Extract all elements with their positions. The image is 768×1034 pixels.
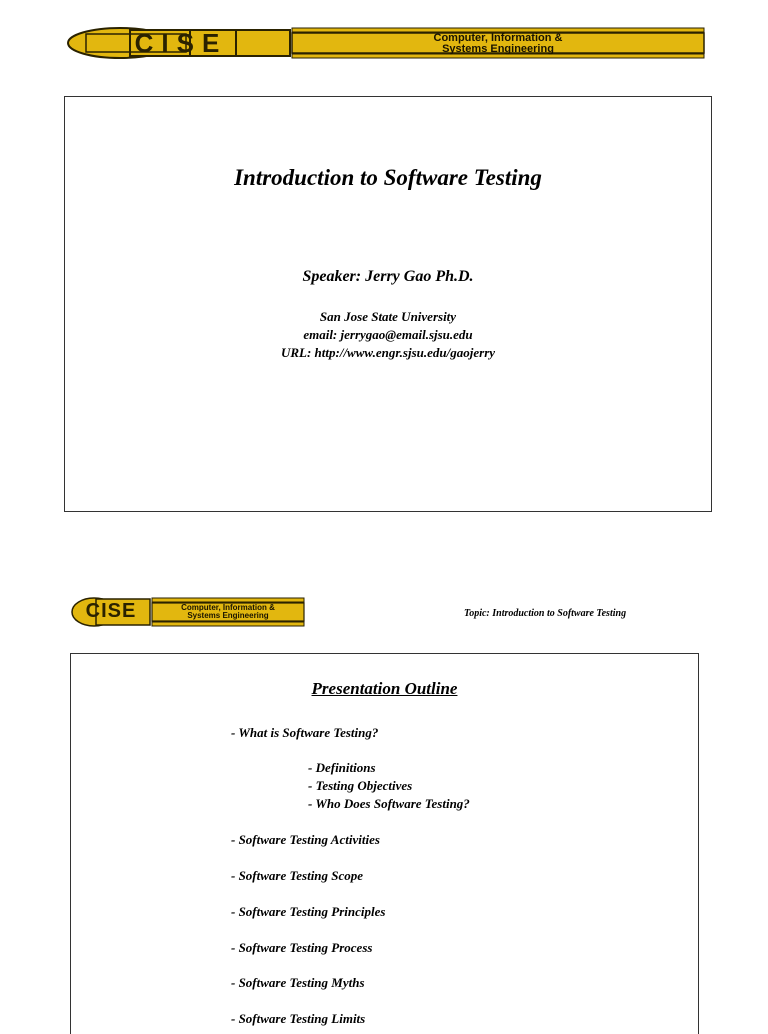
cise-logo-large — [66, 26, 706, 60]
logo-small-line2: Systems Engineering — [187, 611, 269, 620]
cise-letters: CISE — [134, 28, 228, 58]
university-line: San Jose State University — [319, 309, 457, 324]
slide-2 — [70, 653, 699, 1034]
logo-line1: Computer, Information & — [433, 32, 563, 44]
cise-logo-small — [70, 596, 306, 628]
speaker-info — [65, 308, 711, 362]
outline-item: - Software Testing Activities — [231, 832, 380, 847]
outline-item: - Software Testing Myths — [231, 975, 365, 990]
logo-small-line1: Computer, Information & — [181, 603, 275, 612]
url-line: URL: http://www.engr.sjsu.edu/gaojerry — [280, 345, 496, 360]
outline-title: Presentation Outline — [311, 679, 458, 698]
outline-item: - Software Testing Principles — [231, 904, 386, 919]
outline-subitem: - Definitions — [308, 760, 376, 775]
logo-line2: Systems Engineering — [442, 43, 554, 55]
outline-item: - Software Testing Process — [231, 940, 373, 955]
outline-subitem: - Testing Objectives — [308, 778, 413, 793]
outline-item: - Software Testing Limits — [231, 1011, 366, 1026]
outline-item: - What is Software Testing? — [231, 725, 379, 740]
cise-letters-small: CISE — [85, 600, 137, 622]
email-line: email: jerrygao@email.sjsu.edu — [303, 327, 473, 342]
outline-item: - Software Testing Scope — [231, 868, 364, 883]
speaker-line: Speaker: Jerry Gao Ph.D. — [302, 268, 474, 285]
slide-1-title: Introduction to Software Testing — [234, 165, 542, 190]
outline-subitem: - Who Does Software Testing? — [308, 796, 470, 811]
topic-label: Topic: Introduction to Software Testing — [464, 608, 627, 619]
slide-1 — [64, 96, 712, 512]
